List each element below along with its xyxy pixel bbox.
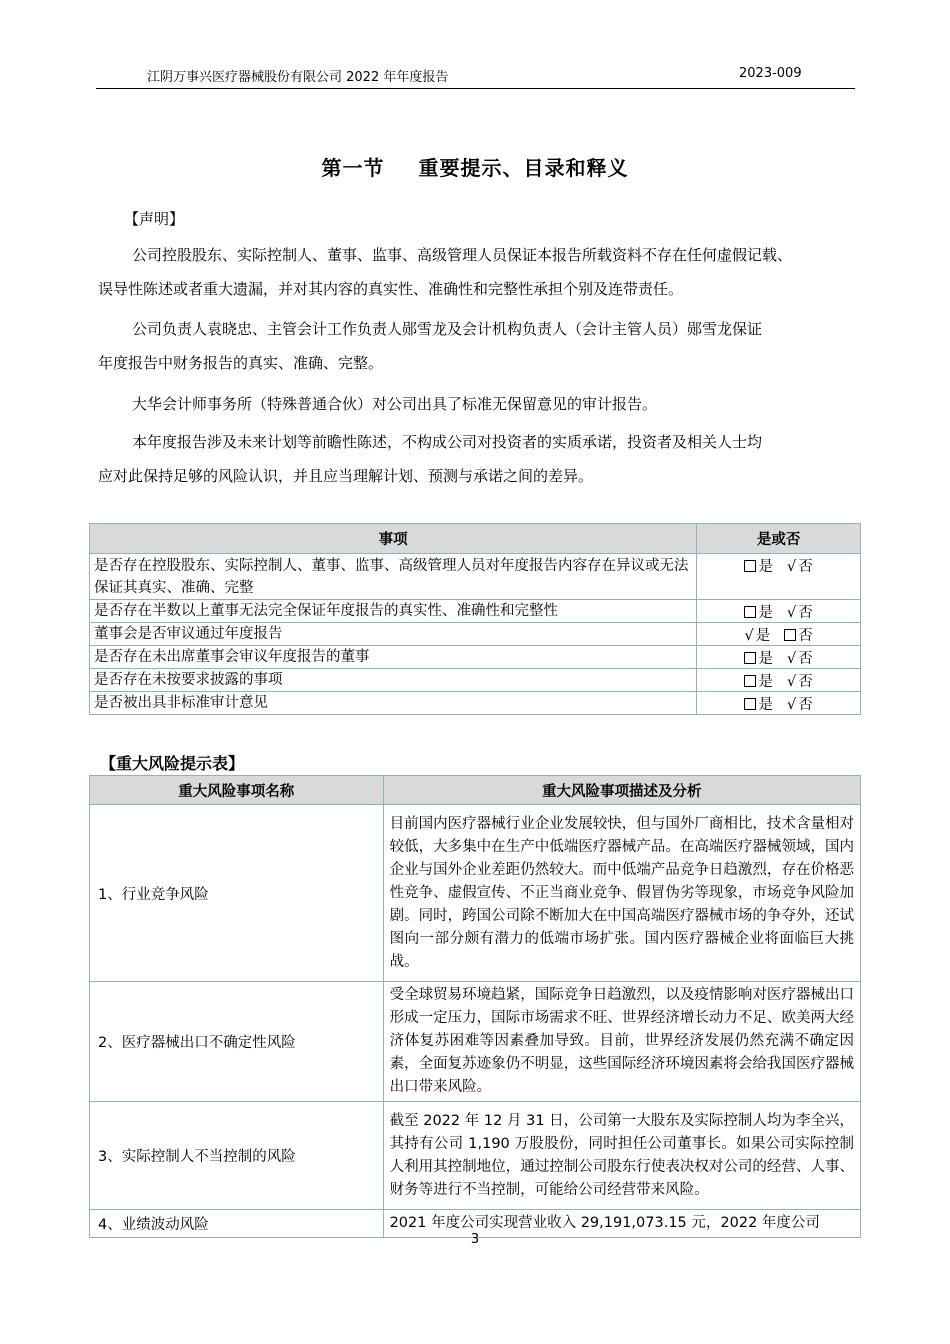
check-mark-icon: √ [744,628,754,644]
check-mark-icon: √ [786,651,797,667]
check-mark-icon: √ [786,559,797,575]
header-rule [96,88,855,89]
empty-checkbox-icon [744,675,756,687]
matter-item: 是否存在未出席董事会审议年度报告的董事 [90,646,697,669]
column-header: 重大风险事项名称 [90,776,384,805]
risk-section-title: 【重大风险提示表】 [100,754,245,773]
option-yes: √ 是 [744,628,771,644]
header-company-report: 江阴万事兴医疗器械股份有限公司 2022 年年度报告 [147,70,449,85]
section-name: 重要提示、目录和释义 [418,156,629,180]
yes-no-cell [697,554,861,600]
paragraph: 大华会计师事务所（特殊普通合伙）对公司出具了标准无保留意见的审计报告。 [132,395,658,413]
table-header-row [90,524,861,554]
risk-name: 3、实际控制人不当控制的风险 [90,1102,384,1210]
risk-description: 受全球贸易环境趋紧，国际竞争日趋激烈，以及疫情影响对医疗器械出口形成一定压力，国际市场需求不旺、世界经济增长动力不足、欧美两大经济体复苏困难等因素叠加导致。目前，世界经济发展仍然充满不确定因素，全面复苏迹象仍不明显，这些国际经济环境因素将会给我国医疗器械出口带来风险。 [383,982,860,1102]
table-row [90,646,861,669]
check-mark-icon: √ [786,605,797,621]
yes-no-cell [697,623,861,646]
page-number: 3 [470,1232,480,1247]
paragraph: 本年度报告涉及未来计划等前瞻性陈述，不构成公司对投资者的实质承诺，投资者及相关人士均 应对此保持足够的风险认识，并且应当理解计划、预测与承诺之间的差异。 [98,433,763,485]
matter-item: 是否存在控股股东、实际控制人、董事、监事、高级管理人员对年度报告内容存在异议或无法保证其真实、准确、完整 [90,554,697,600]
table-row [90,1102,861,1210]
option-no: √ 否 [786,559,813,575]
option-yes: 是 [744,674,773,690]
paragraph: 公司负责人袁晓忠、主管会计工作负责人郧雪龙及会计机构负责人（会计主管人员）郧雪龙保证 年度报告中财务报告的真实、准确、完整。 [98,320,763,372]
yes-no-cell [697,692,861,715]
risk-table [89,775,861,1238]
option-yes: 是 [744,651,773,667]
matters-table [89,523,861,715]
column-header: 重大风险事项描述及分析 [383,776,860,805]
table-row [90,692,861,715]
declaration-label: 【声明】 [124,210,185,228]
empty-checkbox-icon [744,606,756,618]
section-number: 第一节 [321,156,385,180]
table-header-row [90,776,861,805]
table-row [90,554,861,600]
option-yes: 是 [744,697,773,713]
header-report-code: 2023-009 [739,66,802,81]
risk-description: 截至 2022 年 12 月 31 日，公司第一大股东及实际控制人均为李全兴，其持有公司 1,190 万股股份，同时担任公司董事长。如果公司实际控制人利用其控制地位，通过控制公司股东行使表决权对公司的经营、人事、财务等进行不当控制，可能给公司经营带来风险。 [383,1102,860,1210]
option-no: √ 否 [786,605,813,621]
check-mark-icon: √ [786,697,797,713]
empty-checkbox-icon [784,629,796,641]
empty-checkbox-icon [744,652,756,664]
option-no: √ 否 [786,697,813,713]
column-header: 事项 [90,524,697,554]
table-row [90,669,861,692]
option-yes: 是 [744,559,773,575]
yes-no-cell [697,646,861,669]
option-no: 否 [784,628,813,644]
matter-item: 是否被出具非标准审计意见 [90,692,697,715]
column-header: 是或否 [697,524,861,554]
option-yes: 是 [744,605,773,621]
risk-description: 目前国内医疗器械行业企业发展较快，但与国外厂商相比，技术含量相对较低，大多集中在生产中低端医疗器械产品。在高端医疗器械领域，国内企业与国外企业差距仍然较大。而中低端产品竞争日趋激烈，存在价格恶性竞争、虚假宣传、不正当商业竞争、假冒伪劣等现象，市场竞争风险加剧。同时，跨国公司除不断加大在中国高端医疗器械市场的争夺外，还试图向一部分颇有潜力的低端市场扩张。国内医疗器械企业将面临巨大挑战。 [383,805,860,982]
option-no: √ 否 [786,674,813,690]
option-no: √ 否 [786,651,813,667]
paragraph: 公司控股股东、实际控制人、董事、监事、高级管理人员保证本报告所载资料不存在任何虚假记载、 误导性陈述或者重大遗漏，并对其内容的真实性、准确性和完整性承担个别及连带责任。 [98,246,793,298]
check-mark-icon: √ [786,674,797,690]
risk-name: 4、业绩波动风险 [90,1210,384,1238]
table-row [90,982,861,1102]
risk-name: 2、医疗器械出口不确定性风险 [90,982,384,1102]
table-row [90,805,861,982]
section-title [0,152,950,181]
risk-description: 2021 年度公司实现营业收入 29,191,073.15 元，2022 年度公司 [383,1210,860,1238]
table-row [90,600,861,623]
table-row [90,623,861,646]
yes-no-cell [697,600,861,623]
matter-item: 是否存在半数以上董事无法完全保证年度报告的真实性、准确性和完整性 [90,600,697,623]
yes-no-cell [697,669,861,692]
empty-checkbox-icon [744,560,756,572]
empty-checkbox-icon [744,698,756,710]
risk-name: 1、行业竞争风险 [90,805,384,982]
matter-item: 董事会是否审议通过年度报告 [90,623,697,646]
matter-item: 是否存在未按要求披露的事项 [90,669,697,692]
